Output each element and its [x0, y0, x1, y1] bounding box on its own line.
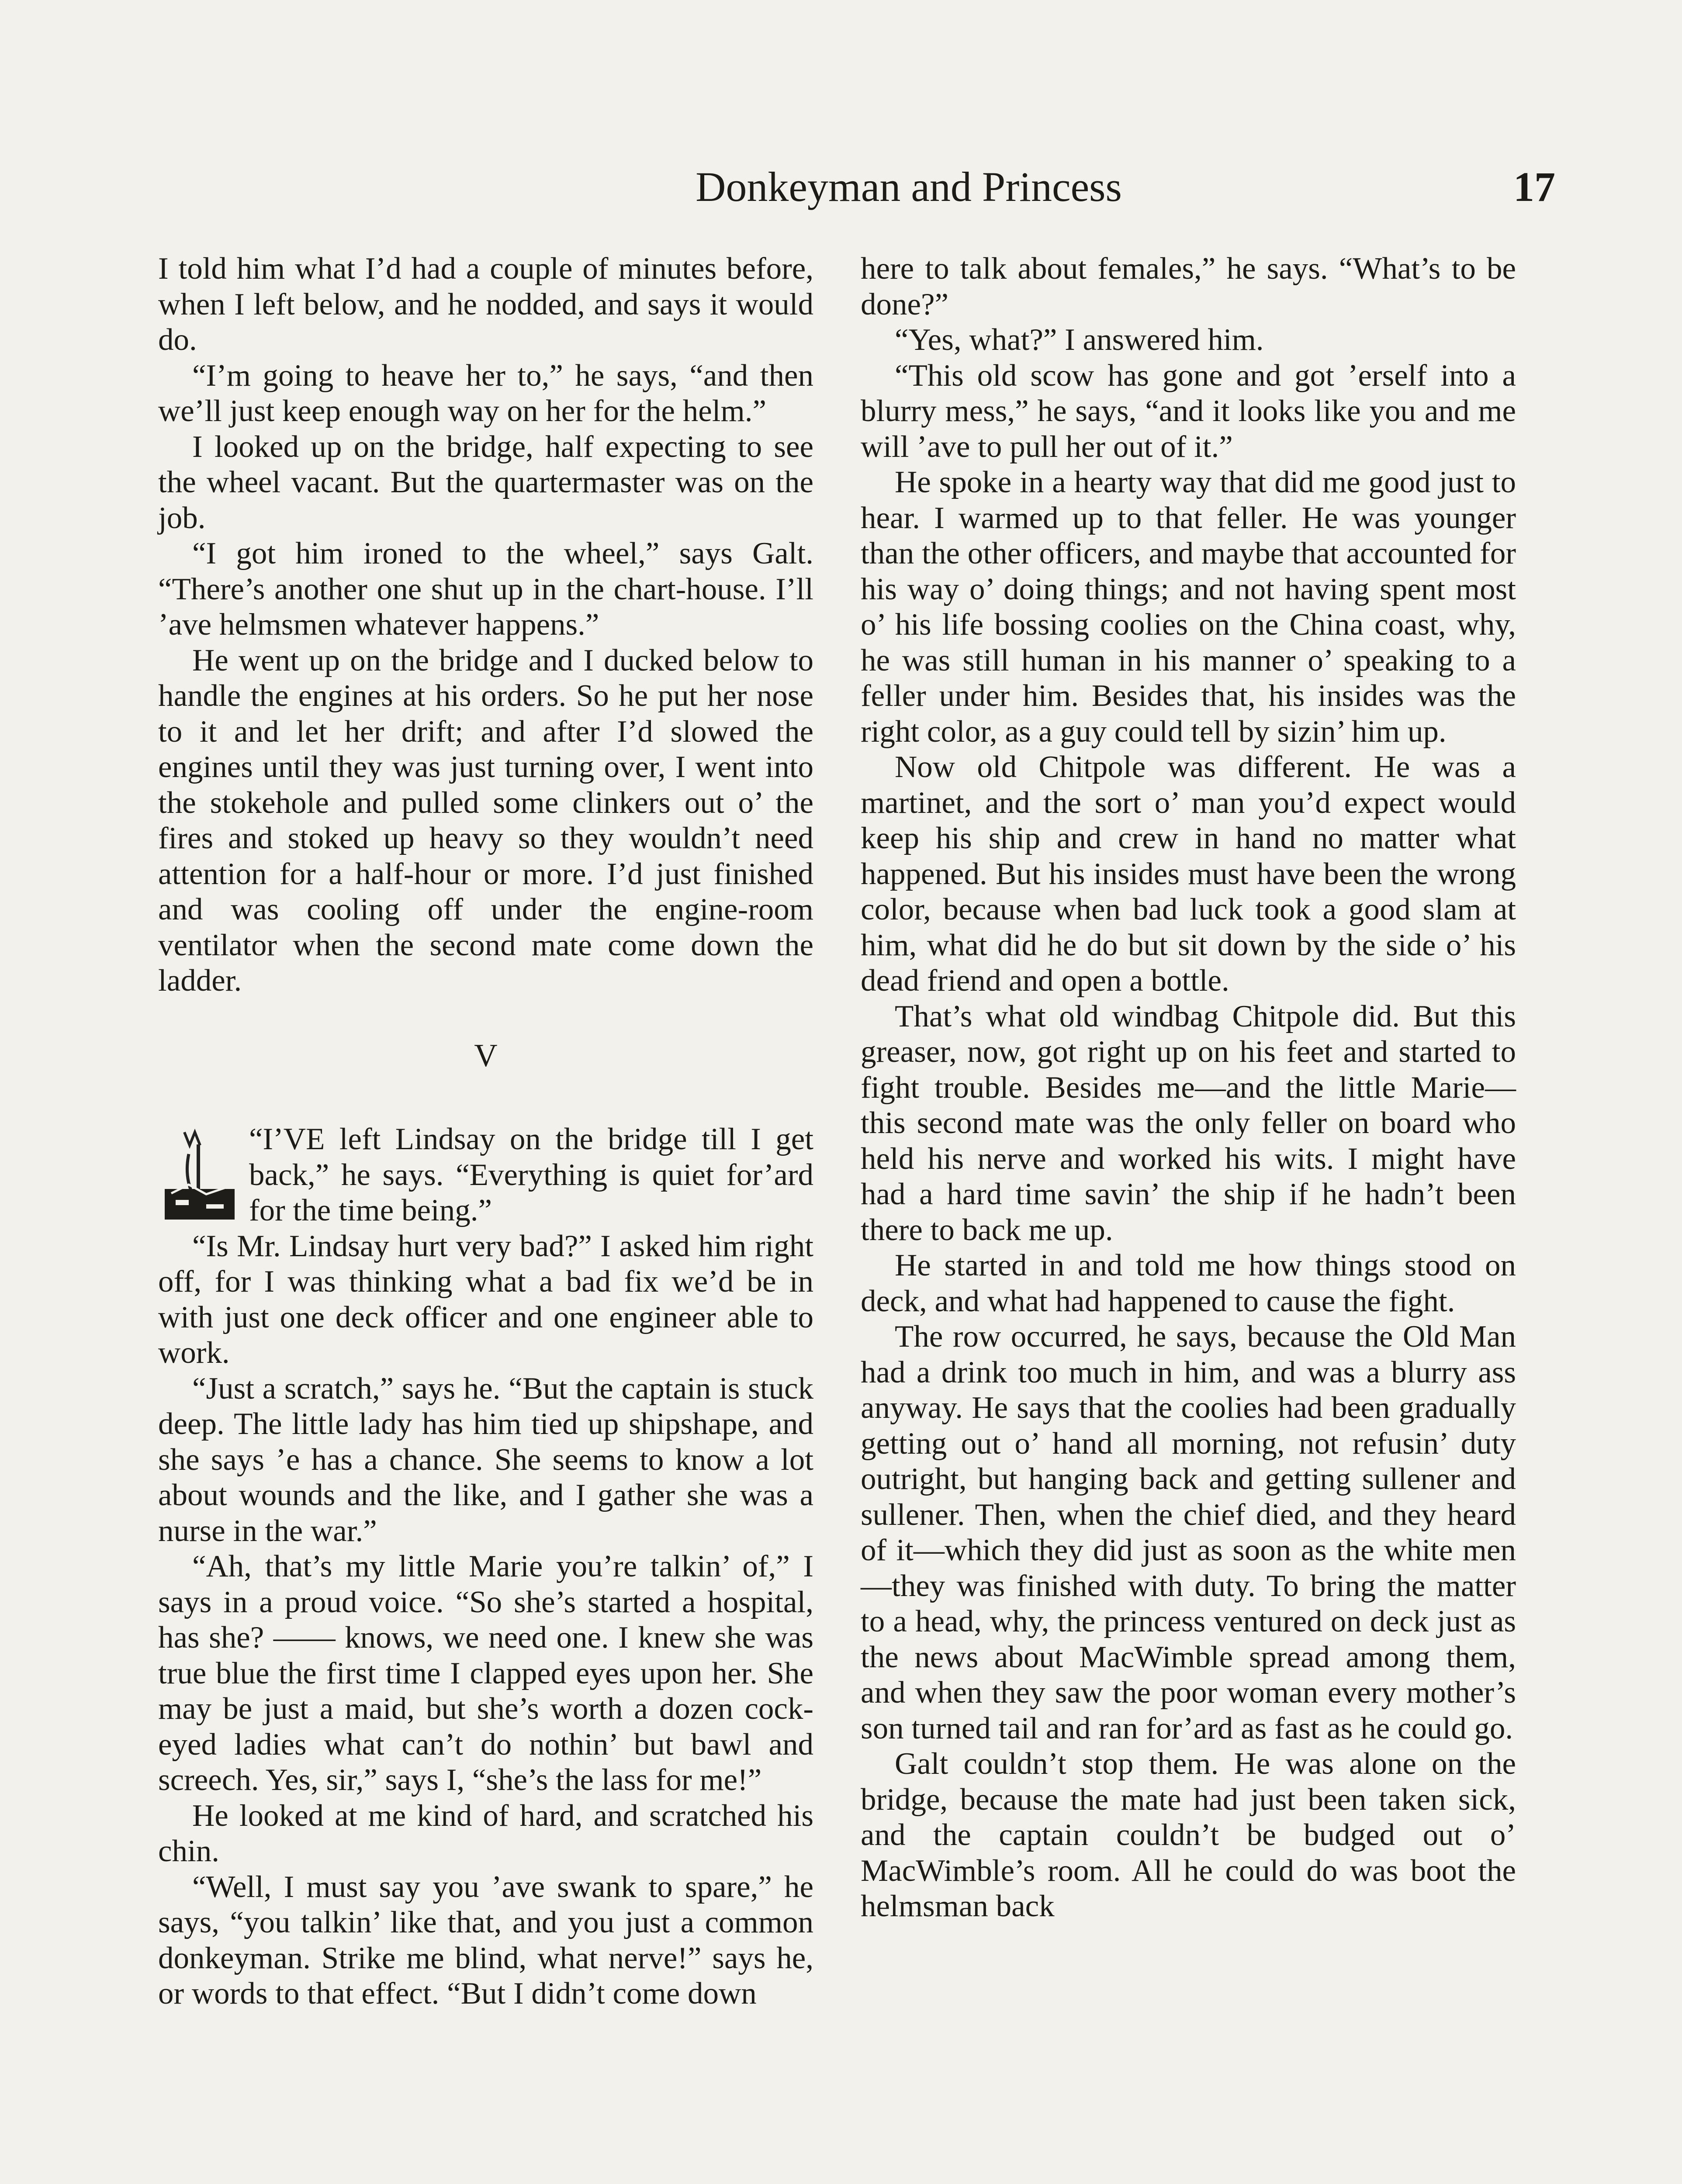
continued-paragraph: here to talk about females,” he says. “What’s to be done?”	[861, 252, 1516, 321]
page-number: 17	[1513, 163, 1555, 210]
paragraph: He spoke in a hearty way that did me good just to hear. I warmed up to that feller. He was younger than the other officers, and maybe that accounted for his way o’ doing things; and not having spent most o’ his life bossing coolies on the China coast, why, he was still human in his manner o’ speaking to a feller under him. Besides that, his insides was the right color, as a guy could tell by sizin’ him up.	[861, 465, 1516, 749]
paragraph: That’s what old windbag Chitpole did. But this greaser, now, got right up on his feet and started to fight trouble. Besides me—and the little Marie—this second mate was the only feller on board who held his nerve and worked his wits. I might have had a hard time savin’ the ship if he hadn’t been there to back me up.	[861, 999, 1516, 1247]
paragraph: I looked up on the bridge, half expecting to see the wheel vacant. But the quartermaster was on the job.	[158, 429, 813, 535]
paragraph: “Just a scratch,” says he. “But the captain is stuck deep. The little lady has him tied up shipshape, and she says ’e has a chance. She seems to know a lot about wounds and the like, and I gather she was a nurse in the war.”	[158, 1371, 813, 1548]
paragraph: “This old scow has gone and got ’erself into a blurry mess,” he says, “and it looks like you and me will ’ave to pull her out of it.”	[861, 358, 1516, 464]
paragraph: “Is Mr. Lindsay hurt very bad?” I asked him right off, for I was thinking what a bad fix we’d be in with just one deck officer and one engineer able to work.	[158, 1229, 813, 1370]
paragraph: “Well, I must say you ’ave swank to spare,” he says, “you talkin’ like that, and you just a common donkeyman. Strike me blind, what nerve!” says he, or words to that effect. “But I didn’t come down	[158, 1870, 813, 2011]
ornamental-initial-icon	[158, 1128, 241, 1228]
paragraph: He started in and told me how things stood on deck, and what had happened to cause the fight.	[861, 1248, 1516, 1318]
paragraph: Galt couldn’t stop them. He was alone on the bridge, because the mate had just been taken sick, and the captain couldn’t be budged out o’ MacWimble’s room. All he could do was boot the helmsman back	[861, 1747, 1516, 1923]
paragraph: “Ah, that’s my little Marie you’re talkin’ of,” I says in a proud voice. “So she’s started a hospital, has she? —— knows, we need one. I knew she was true blue the first time I clapped eyes upon her. She may be just a maid, but she’s worth a dozen cock-eyed ladies what can’t do nothin’ but bawl and screech. Yes, sir,” says I, “she’s the lass for me!”	[158, 1549, 813, 1797]
section-heading: V	[474, 1037, 498, 1074]
paragraph: “I got him ironed to the wheel,” says Galt. “There’s another one shut up in the chart-house. I’ll ’ave helmsmen whatever happens.”	[158, 536, 813, 642]
paragraph: Now old Chitpole was different. He was a martinet, and the sort o’ man you’d expect would keep his ship and crew in hand no matter what happened. But his insides must have been the wrong color, because when bad luck took a good slam at him, what did he do but sit down by the side o’ his dead friend and open a bottle.	[861, 750, 1516, 998]
paragraph: “I’m going to heave her to,” he says, “and then we’ll just keep enough way on her for the helm.”	[158, 358, 813, 428]
right-column	[861, 251, 1516, 1925]
running-title: Donkeyman and Princess	[696, 163, 1122, 210]
dropcap-paragraph-text: “I’VE left Lindsay on the bridge till I get back,” he says. “Everything is quiet for’ard for the time being.”	[249, 1122, 813, 1227]
left-column	[158, 251, 813, 2012]
paragraph: “Yes, what?” I answered him.	[895, 323, 1264, 357]
dropcap-paragraph	[158, 1122, 813, 1229]
paragraph: I told him what I’d had a couple of minutes before, when I left below, and he nodded, and says it would do.	[158, 252, 813, 357]
paragraph: The row occurred, he says, because the Old Man had a drink too much in him, and was a blurry ass anyway. He says that the coolies had been gradually getting out o’ hand all morning, not refusin’ duty outright, but hanging back and getting sullener and sullener. Then, when the chief died, and they heard of it—which they did just as soon as the white men—they was finished with duty. To bring the matter to a head, why, the princess ventured on deck just as the news about MacWimble spread among them, and when they saw the poor woman every mother’s son turned tail and ran for’ard as fast as he could go.	[861, 1320, 1516, 1745]
paragraph: He looked at me kind of hard, and scratched his chin.	[158, 1798, 813, 1868]
paragraph: He went up on the bridge and I ducked below to handle the engines at his orders. So he put her nose to it and let her drift; and after I’d slowed the engines until they was just turning over, I went into the stokehole and pulled some clinkers out o’ the fires and stoked up heavy so they wouldn’t need attention for a half-hour or more. I’d just finished and was cooling off under the engine-room ventilator when the second mate come down the ladder.	[158, 643, 813, 998]
